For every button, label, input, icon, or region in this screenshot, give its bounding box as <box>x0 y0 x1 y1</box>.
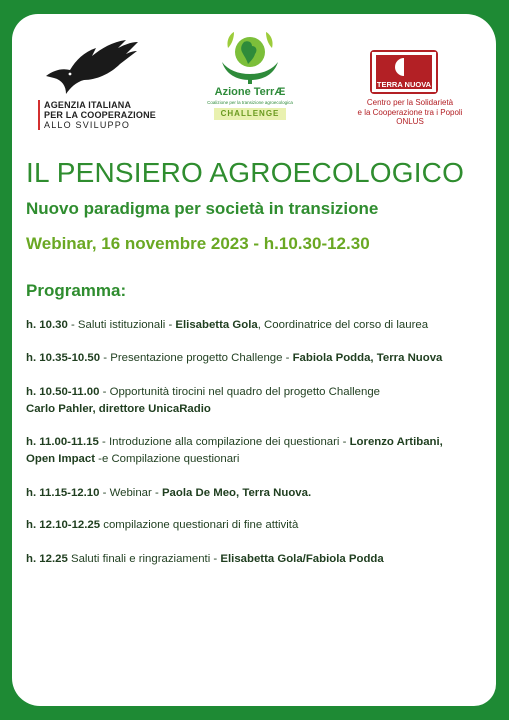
azione-subtitle: Coalizione per la transizione agroecologica <box>207 100 293 105</box>
program-item <box>26 384 486 418</box>
program-sep: - <box>99 386 110 398</box>
program-item <box>26 317 486 334</box>
program-text: Introduzione alla compilazione dei questionari - <box>108 436 350 448</box>
program-sep: - <box>100 352 111 364</box>
program-text: Webinar - <box>109 487 162 499</box>
tn-line-1: Centro per la Solidarietà <box>366 98 454 107</box>
program-item <box>26 350 486 367</box>
program-item <box>26 517 486 534</box>
program-speaker: Lorenzo Artibani, <box>349 436 443 448</box>
program-rest: -e Compilazione questionari <box>95 453 240 465</box>
program-time: h. 12.25 <box>26 553 68 565</box>
tn-line-3: ONLUS <box>396 117 424 126</box>
aics-wordmark <box>38 100 156 130</box>
aics-line-2: PER LA COOPERAZIONE <box>44 110 156 120</box>
dove-icon <box>40 30 140 96</box>
program-text: compilazione questionari di fine attività <box>103 519 299 531</box>
program-text: Opportunità tirocini nel quadro del progetto Challenge <box>109 386 380 398</box>
program-sep: - <box>99 487 110 499</box>
aics-line-3: ALLO SVILUPPO <box>44 120 131 130</box>
page-subtitle: Nuovo paradigma per società in transizione <box>26 199 379 218</box>
program-item <box>26 485 486 502</box>
program-speaker: Elisabetta Gola/Fabiola Podda <box>220 553 384 565</box>
azione-title: Azione TerrÆ <box>214 86 286 98</box>
program-text: Presentazione progetto Challenge - <box>110 352 293 364</box>
globe-hands-icon <box>200 28 300 88</box>
programma-heading: Programma: <box>26 281 127 300</box>
terra-nuova-caption <box>330 98 490 127</box>
program-item <box>26 434 486 468</box>
program-text: Saluti istituzionali - <box>77 319 176 331</box>
program-time: h. 10.50-11.00 <box>26 386 100 398</box>
program-time: h. 10.30 <box>26 319 68 331</box>
terra-nuova-badge <box>370 50 438 94</box>
program-speaker: Elisabetta Gola <box>175 319 258 331</box>
program-speaker: Carlo Pahler, direttore UnicaRadio <box>26 403 211 415</box>
azione-terrae-logo <box>200 28 300 128</box>
program-time: h. 11.15-12.10 <box>26 487 100 499</box>
program-speaker: Paola De Meo, Terra Nuova. <box>161 487 312 499</box>
program-speaker: Fabiola Podda, Terra Nuova <box>292 352 443 364</box>
terra-nuova-emblem-icon <box>372 52 436 92</box>
program-sep: - <box>98 436 109 448</box>
page-title: IL PENSIERO AGROECOLOGICO <box>26 157 465 188</box>
webinar-date: Webinar, 16 novembre 2023 - h.10.30-12.30 <box>26 234 370 253</box>
program-sep: - <box>67 319 78 331</box>
tn-line-2: e la Cooperazione tra i Popoli <box>357 107 463 117</box>
program-time: h. 11.00-11.15 <box>26 436 99 448</box>
program-text: Saluti finali e ringraziamenti - <box>70 553 221 565</box>
svg-text:TERRA NUOVA: TERRA NUOVA <box>376 80 432 89</box>
program-rest: , Coordinatrice del corso di laurea <box>257 319 429 331</box>
program-time: h. 12.10-12.25 <box>26 519 101 531</box>
program-speaker-org: Open Impact <box>26 453 95 465</box>
terra-nuova-logo <box>330 40 490 140</box>
aics-line-1: AGENZIA ITALIANA <box>44 100 132 110</box>
challenge-wordmark: CHALLENGE <box>214 108 286 120</box>
program-item <box>26 551 486 568</box>
program-time: h. 10.35-10.50 <box>26 352 101 364</box>
